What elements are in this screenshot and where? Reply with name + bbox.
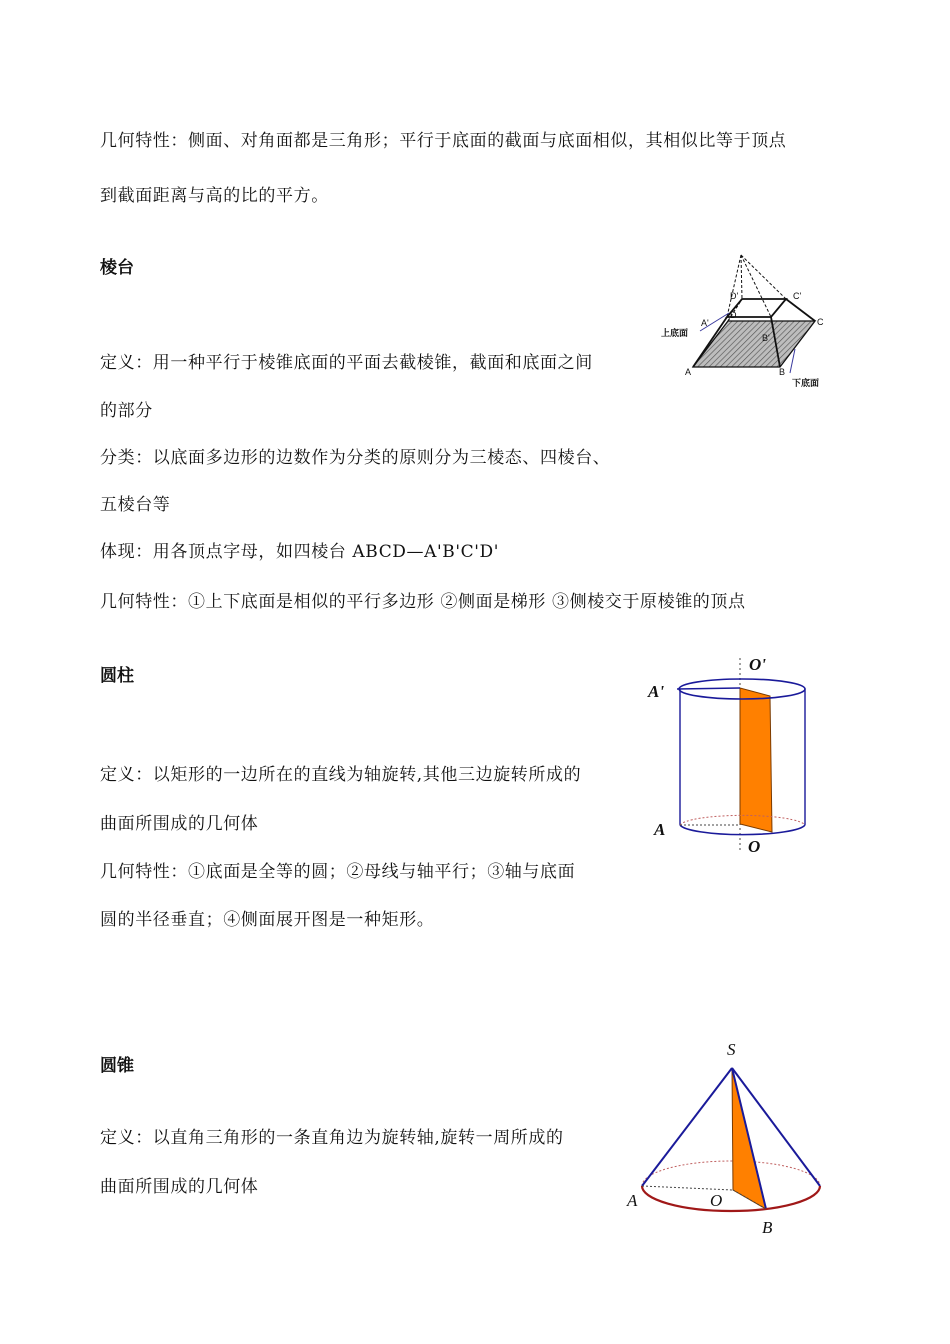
- lower-base-face: [693, 321, 815, 367]
- label-cone-o: O: [710, 1191, 723, 1210]
- frustum-properties: 几何特性：①上下底面是相似的平行多边形 ②侧面是梯形 ③侧棱交于原棱锥的顶点: [100, 592, 746, 612]
- lower-base-label: 下底面: [792, 378, 820, 388]
- pyramid-properties-line2: 到截面距离与高的比的平方。: [100, 186, 329, 206]
- cylinder-definition-line2: 曲面所围成的几何体: [100, 814, 259, 834]
- vertex-c: C: [817, 317, 824, 327]
- vertex-b: B: [779, 367, 786, 377]
- frustum-classification-line1: 分类：以底面多边形的边数作为分类的原则分为三棱态、四棱台、: [100, 448, 611, 468]
- label-s: S: [727, 1040, 736, 1059]
- cylinder-rectangle: [740, 688, 772, 832]
- cone-figure: [620, 1035, 835, 1245]
- cylinder-definition-line1: 定义：以矩形的一边所在的直线为轴旋转,其他三边旋转所成的: [100, 765, 582, 785]
- label-o-prime: O': [749, 655, 766, 674]
- cylinder-properties-line2: 圆的半径垂直；④侧面展开图是一种矩形。: [100, 910, 435, 930]
- vertex-a: A: [685, 367, 692, 377]
- frustum-classification-line2: 五棱台等: [100, 495, 171, 515]
- upper-base-label: 上底面: [661, 328, 689, 338]
- bottom-base-ellipse: [680, 825, 805, 835]
- cone-heading: 圆锥: [100, 1056, 134, 1076]
- vertex-c-prime: C': [793, 291, 802, 301]
- label-a: A: [654, 820, 666, 839]
- pyramid-properties-line1: 几何特性：侧面、对角面都是三角形；平行于底面的截面与底面相似，其相似比等于顶点: [100, 131, 787, 151]
- frustum-figure: [655, 245, 845, 395]
- cone-definition-line1: 定义：以直角三角形的一条直角边为旋转轴,旋转一周所成的: [100, 1128, 564, 1148]
- cylinder-figure: [645, 650, 820, 860]
- frustum-definition-line2: 的部分: [100, 401, 153, 421]
- label-o: O: [748, 837, 761, 856]
- cone-definition-line2: 曲面所围成的几何体: [100, 1177, 259, 1197]
- vertex-a-prime: A': [701, 318, 709, 328]
- vertex-b-prime: B': [762, 333, 770, 343]
- label-cone-a: A: [627, 1191, 638, 1210]
- label-cone-b: B: [762, 1218, 773, 1237]
- cylinder-heading: 圆柱: [100, 666, 134, 686]
- cylinder-properties-line1: 几何特性：①底面是全等的圆；②母线与轴平行；③轴与底面: [100, 862, 576, 882]
- label-a-prime: A': [648, 682, 665, 701]
- frustum-notation: 体现：用各顶点字母，如四棱台 ABCD—A'B'C'D': [100, 542, 500, 562]
- frustum-heading: 棱台: [100, 258, 134, 278]
- vertex-d-prime: D': [730, 291, 739, 301]
- vertex-d: D: [730, 310, 737, 320]
- frustum-definition-line1: 定义：用一种平行于棱锥底面的平面去截棱锥，截面和底面之间: [100, 353, 593, 373]
